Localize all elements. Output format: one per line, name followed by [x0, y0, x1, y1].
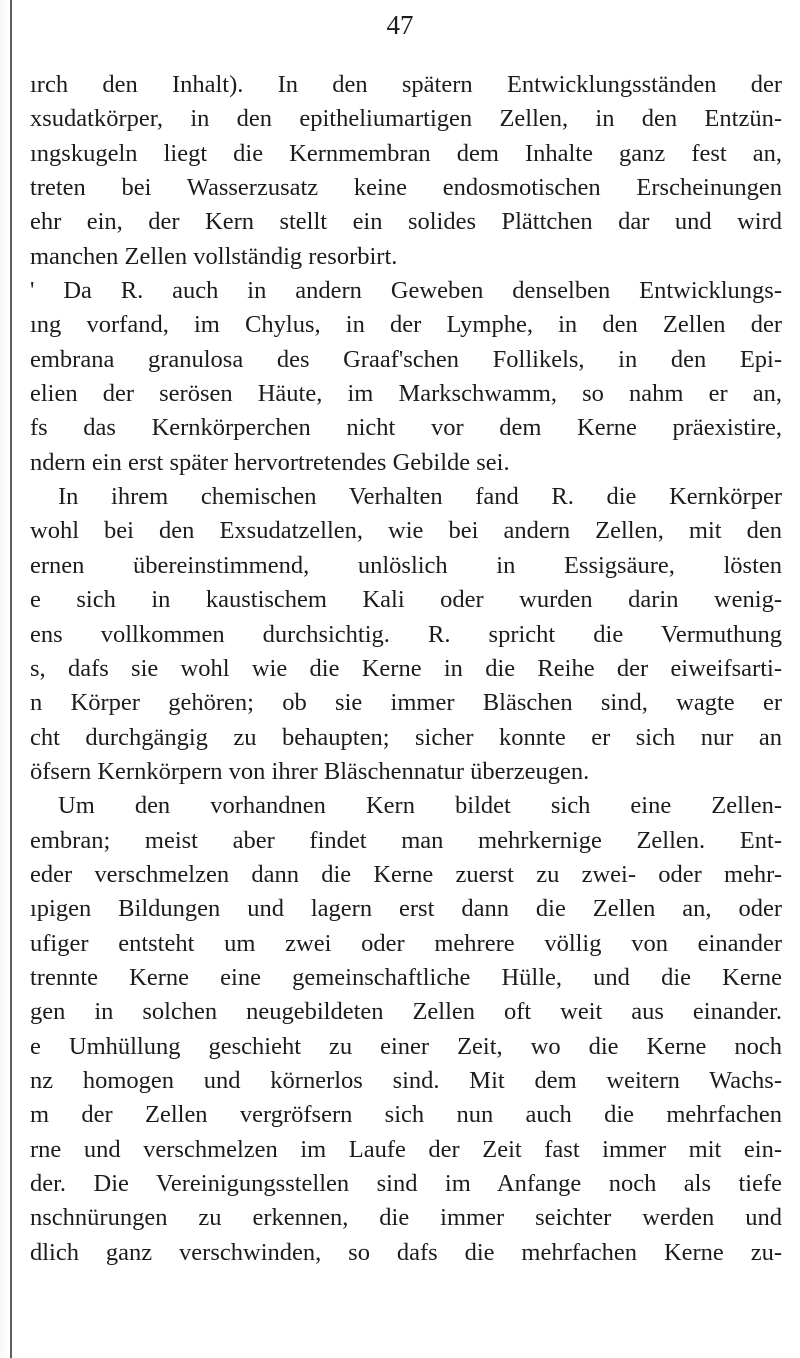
text-line: rne und verschmelzen im Laufe der Zeit fast immer mit ein-	[30, 1135, 782, 1163]
text-line: ıpigen Bildungen und lagern erst dann die Zellen an, oder	[30, 895, 782, 923]
text-line: nschnürungen zu erkennen, die immer seichter werden und	[30, 1204, 782, 1232]
text-line: ' Da R. auch in andern Geweben denselben Entwicklungs-	[30, 277, 782, 305]
text-line: ndern ein erst später hervortretendes Gebilde sei.	[30, 448, 510, 476]
text-line: ıngskugeln liegt die Kernmembran dem Inhalte ganz fest an,	[30, 139, 782, 167]
text-line: e sich in kaustischem Kali oder wurden darin wenig-	[30, 586, 782, 614]
text-line: eder verschmelzen dann die Kerne zuerst zu zwei- oder mehr-	[30, 860, 782, 888]
text-line: s, dafs sie wohl wie die Kerne in die Reihe der eiweifsarti-	[30, 654, 782, 682]
text-line: elien der serösen Häute, im Markschwamm, so nahm er an,	[30, 380, 782, 408]
text-line: ehr ein, der Kern stellt ein solides Plättchen dar und wird	[30, 208, 782, 236]
text-line: ırch den Inhalt). In den spätern Entwicklungsständen der	[30, 71, 782, 98]
binding-edge	[10, 0, 12, 1358]
text-line: öfsern Kernkörpern von ihrer Bläschennatur überzeugen.	[30, 757, 590, 785]
text-line: Um den vorhandnen Kern bildet sich eine Zellen-	[58, 792, 782, 820]
text-line: fs das Kernkörperchen nicht vor dem Kerne präexistire,	[30, 414, 782, 442]
text-line: gen in solchen neugebildeten Zellen oft weit aus einander.	[30, 998, 782, 1026]
text-line: dlich ganz verschwinden, so dafs die mehrfachen Kerne zu-	[30, 1238, 782, 1266]
text-line: ernen übereinstimmend, unlöslich in Essigsäure, lösten	[30, 551, 782, 579]
text-line: cht durchgängig zu behaupten; sicher konnte er sich nur an	[30, 723, 782, 751]
page-gutter	[0, 0, 16, 1358]
text-line: e Umhüllung geschieht zu einer Zeit, wo die Kerne noch	[30, 1032, 782, 1060]
body-text	[30, 68, 782, 1270]
text-line: trennte Kerne eine gemeinschaftliche Hülle, und die Kerne	[30, 963, 782, 991]
text-line: treten bei Wasserzusatz keine endosmotischen Erscheinungen	[30, 174, 782, 202]
text-line: wohl bei den Exsudatzellen, wie bei andern Zellen, mit den	[30, 517, 782, 545]
text-line: nz homogen und körnerlos sind. Mit dem weitern Wachs-	[30, 1066, 782, 1094]
text-line: manchen Zellen vollständig resorbirt.	[30, 242, 398, 270]
text-line: In ihrem chemischen Verhalten fand R. die Kernkörper	[58, 483, 782, 511]
text-line: ıng vorfand, im Chylus, in der Lymphe, in den Zellen der	[30, 311, 782, 339]
text-line: embran; meist aber findet man mehrkernige Zellen. Ent-	[30, 826, 782, 854]
text-line: n Körper gehören; ob sie immer Bläschen sind, wagte er	[30, 689, 782, 717]
text-line: ens vollkommen durchsichtig. R. spricht die Vermuthung	[30, 620, 782, 648]
text-line: xsudatkörper, in den epitheliumartigen Zellen, in den Entzün-	[30, 105, 782, 133]
text-line: ufiger entsteht um zwei oder mehrere völlig von einander	[30, 929, 782, 957]
page-number: 47	[386, 10, 414, 40]
text-line: embrana granulosa des Graaf'schen Follikels, in den Epi-	[30, 345, 782, 373]
text-line: der. Die Vereinigungsstellen sind im Anfange noch als tiefe	[30, 1170, 782, 1197]
text-line: m der Zellen vergröfsern sich nun auch die mehrfachen	[30, 1101, 782, 1129]
